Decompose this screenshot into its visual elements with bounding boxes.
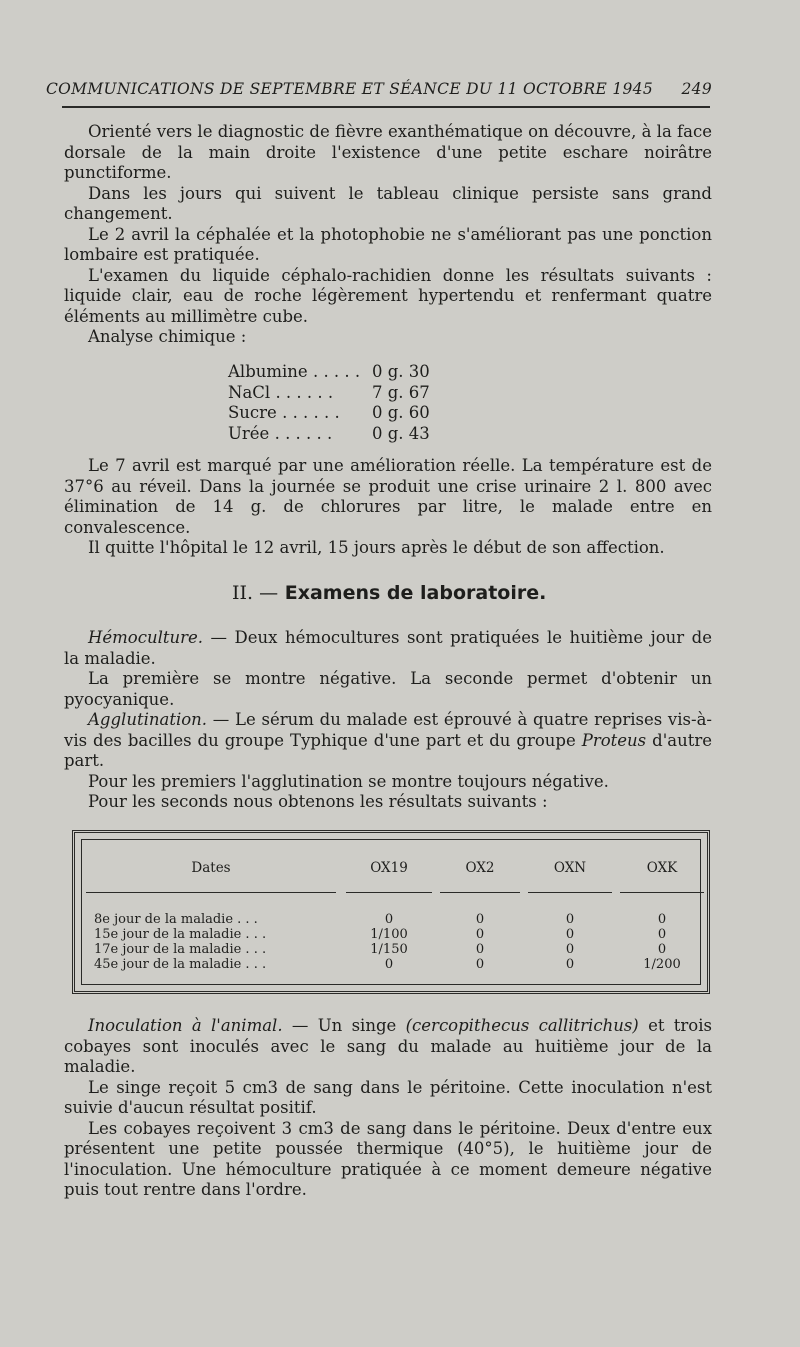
header-oxn: OXN — [553, 860, 587, 876]
chem-value: 7 g. 67 — [372, 382, 430, 402]
paragraph: Le 7 avril est marqué par une amélioration réelle. La température est de 37°6 au réveil. Dans la journée se produit une crise urinaire 2 l. 800 avec élimination de 14 g. de chlorures par litre, le malade entre en convalescence. — [64, 456, 712, 537]
table-cell: 45e jour de la maladie . . . — [94, 957, 267, 972]
table-cell: 1/200 — [643, 957, 681, 972]
header-oxk: OXK — [646, 860, 678, 876]
paragraph: Agglutination. — Le sérum du malade est éprouvé à quatre reprises vis-à-vis des bacilles du groupe Typhique d'une part et du groupe Proteus d'autre part. — [64, 710, 712, 770]
table-cell: 0 — [657, 927, 667, 942]
table-cell: 0 — [565, 912, 575, 927]
paragraph: La première se montre négative. La seconde permet d'obtenir un pyocyanique. — [64, 669, 712, 709]
running-title: COMMUNICATIONS DE SEPTEMBRE ET SÉANCE DU 11 OCTOBRE 1945 — [46, 80, 653, 98]
paragraph: Le singe reçoit 5 cm3 de sang dans le péritoine. Cette inoculation n'est suivie d'aucun résultat positif. — [64, 1077, 712, 1117]
section-number: II. — — [232, 582, 279, 604]
ox2-column — [438, 912, 522, 972]
table-cell: 0 — [657, 912, 667, 927]
lab-block — [64, 628, 712, 813]
header-rule — [620, 892, 704, 893]
chem-name: Albumine . . . . . — [228, 362, 361, 381]
table-cell: 15e jour de la maladie . . . — [94, 927, 267, 942]
header-rule — [346, 892, 432, 893]
paragraph: Hémoculture. — Deux hémocultures sont pratiquées le huitième jour de la maladie. — [64, 628, 712, 668]
oxk-column — [618, 912, 706, 972]
header-ox19: OX19 — [370, 860, 408, 876]
chemical-analysis-list — [228, 362, 472, 444]
header-rule — [62, 106, 710, 108]
table-cell: 0 — [384, 912, 394, 927]
chem-value: 0 g. 43 — [372, 423, 430, 443]
table-cell: 0 — [475, 927, 485, 942]
table-cell: 0 — [475, 942, 485, 957]
paragraph: Pour les seconds nous obtenons les résultats suivants : — [88, 792, 548, 811]
paragraph: Il quitte l'hôpital le 12 avril, 15 jours après le début de son affection. — [88, 538, 665, 557]
header-ox2: OX2 — [465, 860, 495, 876]
paragraph: Les cobayes reçoivent 3 cm3 de sang dans le péritoine. Deux d'entre eux présentent une petite poussée thermique (40°5), le huitième jour de l'inoculation. Une hémoculture pratiquée à ce moment demeure négative puis tout rentre dans l'ordre. — [64, 1118, 712, 1199]
chem-value: 0 g. 30 — [372, 362, 430, 381]
table-cell: 0 — [475, 912, 485, 927]
paragraph: Inoculation à l'animal. — Un singe (cercopithecus callitrichus) et trois cobayes sont inoculés avec le sang du malade au huitième jour de la maladie. — [64, 1016, 712, 1076]
table-cell: 0 — [565, 957, 575, 972]
oxn-column — [526, 912, 614, 972]
table-cell: 0 — [657, 942, 667, 957]
chem-row — [228, 424, 472, 445]
table-frame — [81, 839, 701, 985]
chem-name: Urée . . . . . . — [228, 423, 333, 443]
chem-row — [228, 403, 472, 424]
chem-row — [228, 383, 472, 404]
post-chem-block — [64, 456, 712, 559]
agglutination-table — [72, 830, 710, 994]
section-heading — [232, 582, 546, 604]
intro-block — [64, 122, 712, 348]
inoculation-block — [64, 1016, 712, 1201]
chem-name: NaCl . . . . . . — [228, 382, 334, 402]
table-cell: 0 — [565, 942, 575, 957]
paragraph: Analyse chimique : — [88, 327, 247, 346]
paragraph: Dans les jours qui suivent le tableau clinique persiste sans grand changement. — [64, 183, 712, 223]
table-cell: 17e jour de la maladie . . . — [94, 942, 267, 957]
section-title: Examens de laboratoire. — [284, 582, 547, 604]
table-cell: 8e jour de la maladie . . . — [94, 912, 258, 927]
header-dates: Dates — [191, 860, 231, 876]
ox19-column — [344, 912, 434, 972]
paragraph: Le 2 avril la céphalée et la photophobie ne s'améliorant pas une ponction lombaire est pratiquée. — [64, 224, 712, 264]
dates-column — [94, 912, 266, 972]
table-cell: 0 — [384, 957, 394, 972]
header-rule — [86, 892, 336, 893]
table-cell: 1/100 — [370, 927, 408, 942]
chem-row — [228, 362, 472, 383]
paragraph: Pour les premiers l'agglutination se montre toujours négative. — [88, 771, 609, 791]
chem-value: 0 g. 60 — [372, 403, 430, 422]
running-header — [46, 80, 712, 98]
table-cell: 0 — [475, 957, 485, 972]
header-rule — [440, 892, 520, 893]
paragraph: Orienté vers le diagnostic de fièvre exanthématique on découvre, à la face dorsale de la main droite l'existence d'une petite eschare noirâtre punctiforme. — [64, 122, 712, 182]
table-cell: 1/150 — [370, 942, 408, 957]
table-cell: 0 — [565, 927, 575, 942]
paragraph: L'examen du liquide céphalo-rachidien donne les résultats suivants : liquide clair, eau de roche légèrement hypertendu et renfermant quatre éléments au millimètre cube. — [64, 265, 712, 326]
chem-name: Sucre . . . . . . — [228, 403, 340, 422]
page-number: 249 — [681, 80, 712, 98]
header-rule — [528, 892, 612, 893]
